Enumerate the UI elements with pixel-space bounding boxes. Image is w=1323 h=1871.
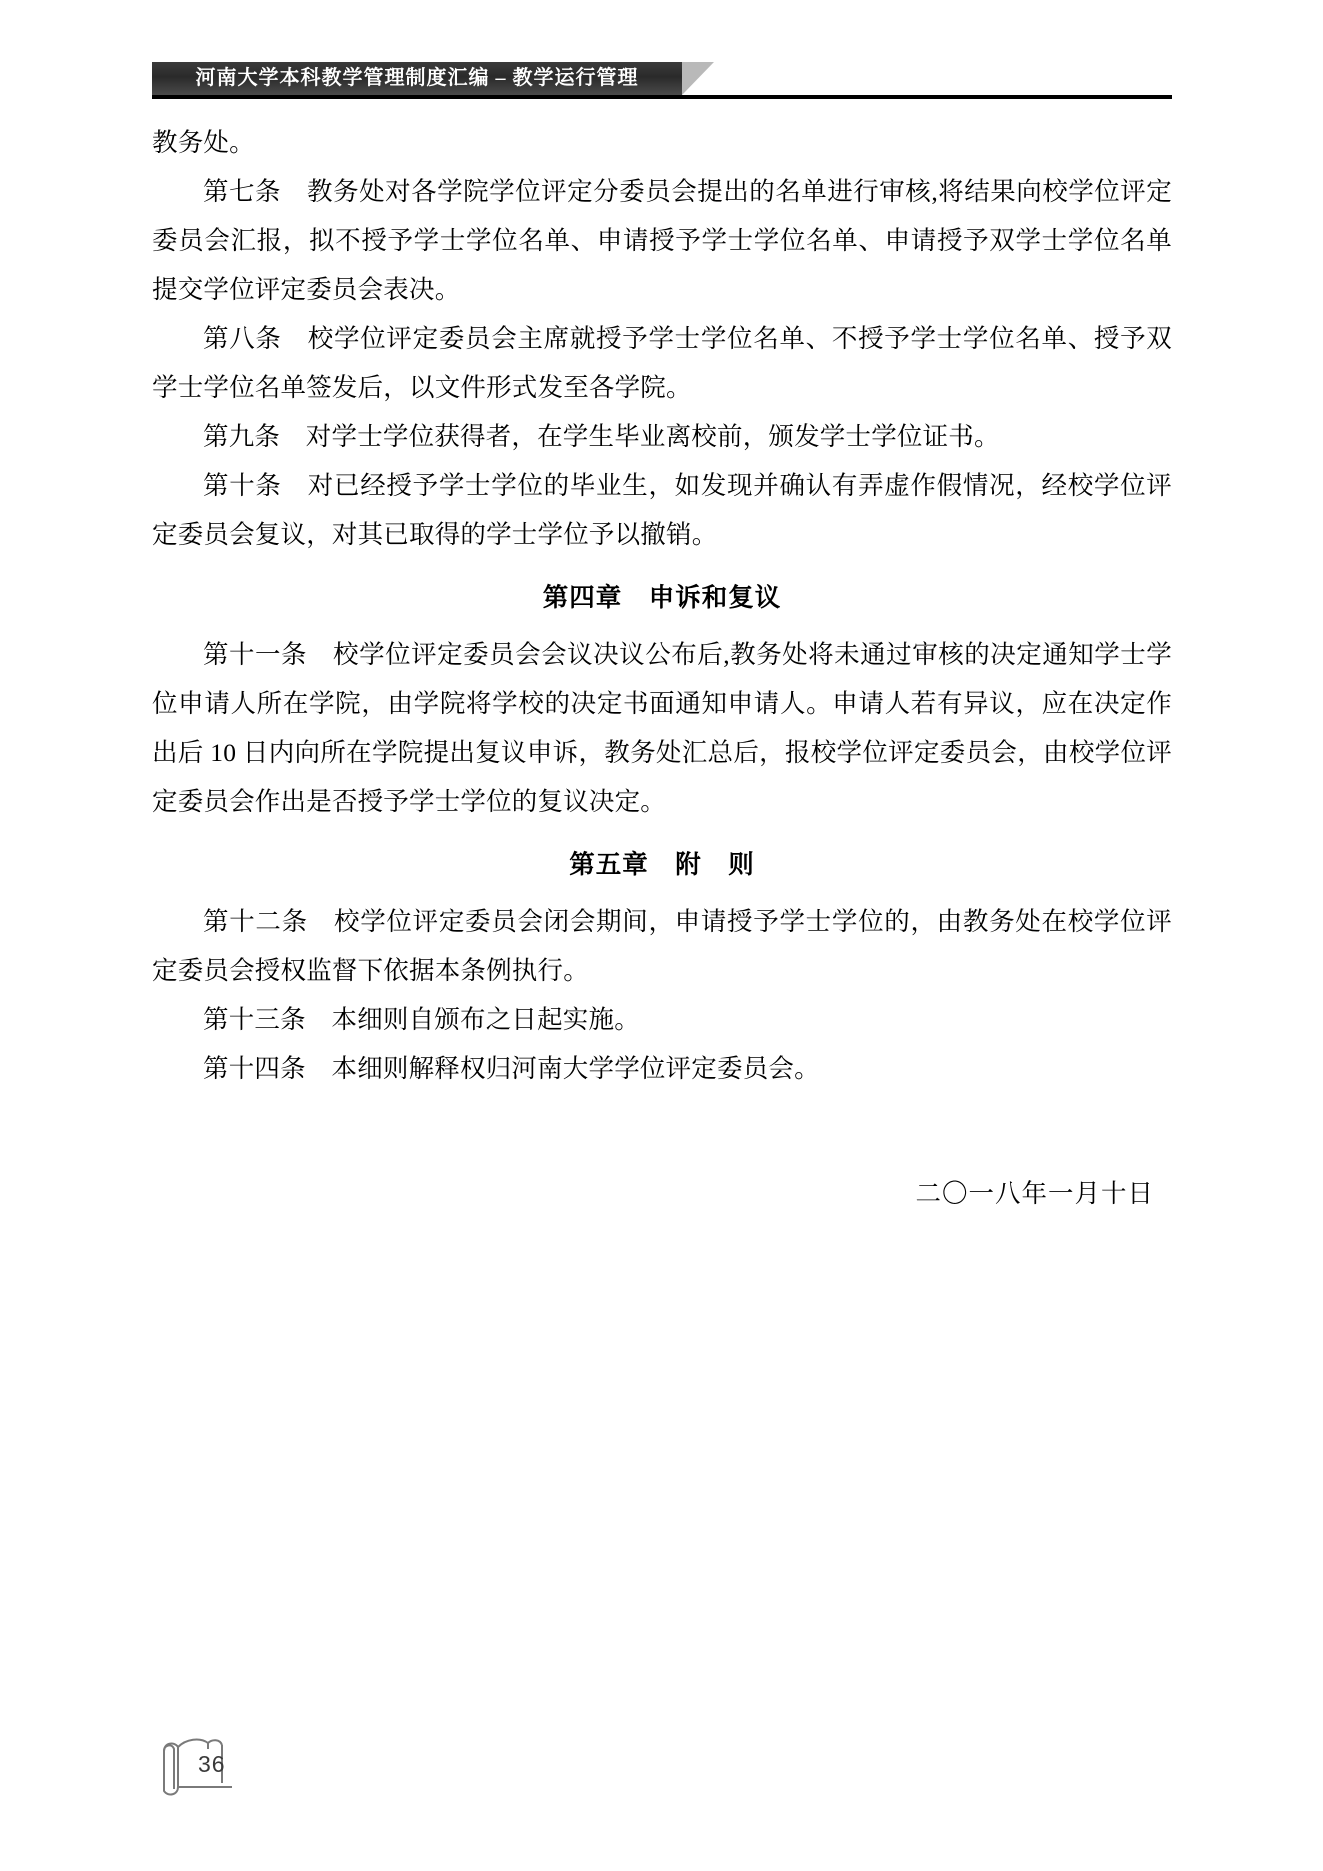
header-rule [152, 95, 1172, 99]
page-footer [152, 1731, 352, 1803]
chapter-4-heading: 第四章 申诉和复议 [542, 583, 782, 612]
header-title: 河南大学本科教学管理制度汇编 – 教学运行管理 [195, 67, 639, 89]
page-header [152, 62, 1172, 102]
paragraph-jwc: 教务处。 [152, 128, 255, 157]
paragraph-article-8: 第八条 校学位评定委员会主席就授予学士学位名单、不授予学士学位名单、授予双学士学位名单签发后，以文件形式发至各学院。 [152, 324, 1172, 402]
paragraph-article-12: 第十二条 校学位评定委员会闭会期间，申请授予学士学位的，由教务处在校学位评定委员会授权监督下依据本条例执行。 [152, 907, 1172, 985]
paragraph-article-10: 第十条 对已经授予学士学位的毕业生，如发现并确认有弄虚作假情况，经校学位评定委员会复议，对其已取得的学士学位予以撤销。 [152, 471, 1172, 549]
header-triangle-decoration [682, 62, 714, 95]
paragraph-article-13: 第十三条 本细则自颁布之日起实施。 [203, 1005, 640, 1034]
paragraph-article-14: 第十四条 本细则解释权归河南大学学位评定委员会。 [203, 1054, 820, 1083]
document-date: 二〇一八年一月十日 [915, 1179, 1154, 1208]
page-number: 36 [198, 1751, 226, 1777]
paragraph-article-7: 第七条 教务处对各学院学位评定分委员会提出的名单进行审核,将结果向校学位评定委员会汇报，拟不授予学士学位名单、申请授予学士学位名单、申请授予双学士学位名单提交学位评定委员会表决。 [152, 177, 1172, 304]
document-body [152, 118, 1172, 1218]
paragraph-article-11: 第十一条 校学位评定委员会会议决议公布后,教务处将未通过审核的决定通知学士学位申请人所在学院，由学院将学校的决定书面通知申请人。申请人若有异议，应在决定作出后 10 日内向所在学院提出复议申诉，教务处汇总后，报校学位评定委员会，由校学位评定委员会作出是否授予学士学位的复议决定。 [152, 640, 1172, 816]
chapter-5-heading: 第五章 附 则 [569, 850, 755, 879]
paragraph-article-9: 第九条 对学士学位获得者，在学生毕业离校前，颁发学士学位证书。 [203, 422, 1000, 451]
